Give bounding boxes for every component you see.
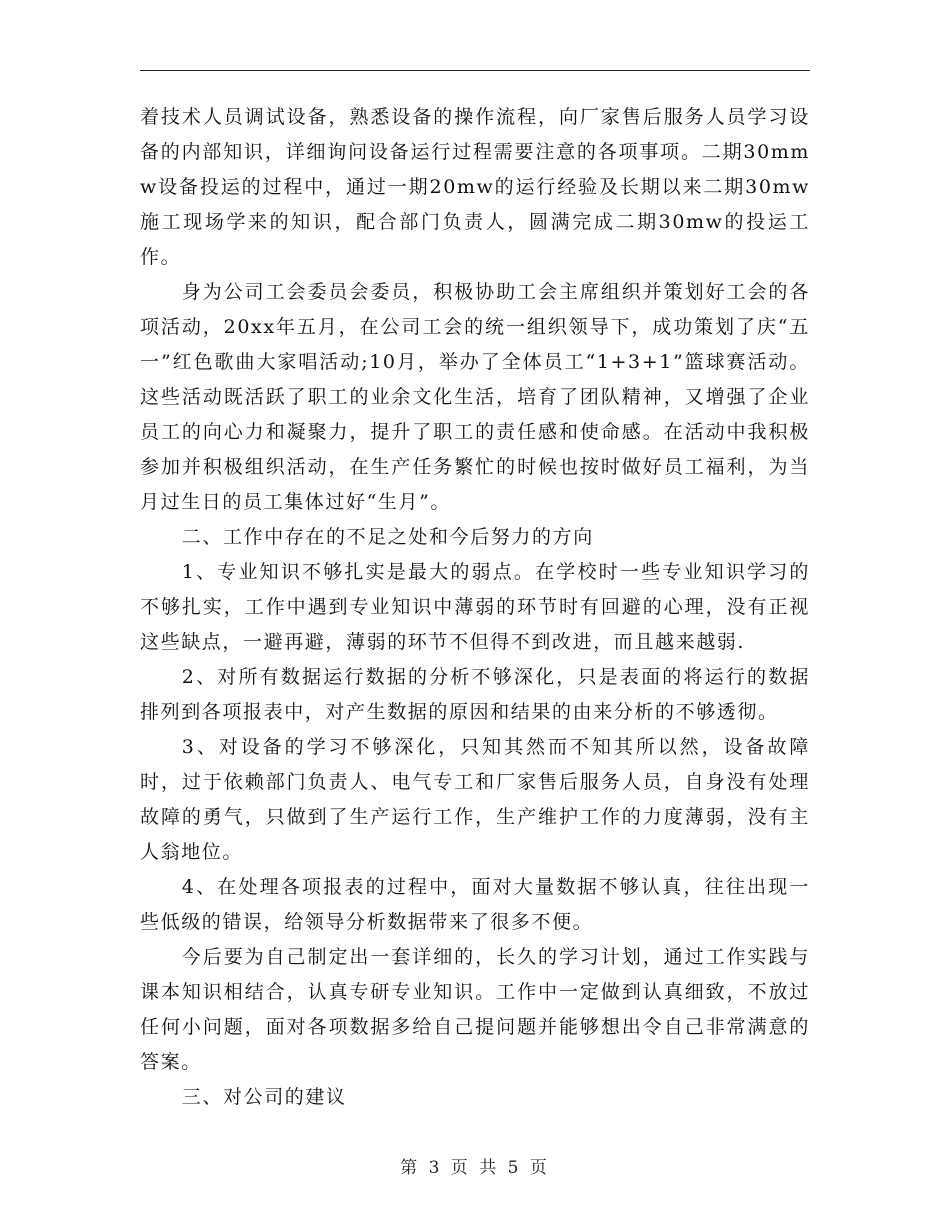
header-rule bbox=[140, 70, 810, 71]
list-item-4: 4、在处理各项报表的过程中，面对大量数据不够认真，往往出现一些低级的错误，给领导分析数据带来了很多不便。 bbox=[140, 876, 810, 933]
list-item-1: 1、专业知识不够扎实是最大的弱点。在学校时一些专业知识学习的不够扎实，工作中遇到专业知识中薄弱的环节时有回避的心理，没有正视这些缺点，一避再避，薄弱的环节不但得不到改进，而且越来越弱. bbox=[140, 561, 810, 653]
document-body bbox=[140, 100, 810, 1115]
list-item-2: 2、对所有数据运行数据的分析不够深化，只是表面的将运行的数据排列到各项报表中，对产生数据的原因和结果的由来分析的不够透彻。 bbox=[140, 666, 810, 723]
list-item-3: 3、对设备的学习不够深化，只知其然而不知其所以然，设备故障时，过于依赖部门负责人、电气专工和厂家售后服务人员，自身没有处理故障的勇气，只做到了生产运行工作，生产维护工作的力度薄弱，没有主人翁地位。 bbox=[140, 736, 810, 863]
paragraph-union-activities: 身为公司工会委员会委员，积极协助工会主席组织并策划好工会的各项活动，20xx年五月，在公司工会的统一组织领导下，成功策划了庆“五一”红色歌曲大家唱活动;10月，举办了全体员工“1+3+1”篮球赛活动。这些活动既活跃了职工的业余文化生活，培育了团队精神，又增强了企业员工的向心力和凝聚力，提升了职工的责任感和使命感。在活动中我积极参加并积极组织活动，在生产任务繁忙的时候也按时做好员工福利，为当月过生日的员工集体过好“生月”。 bbox=[140, 281, 810, 513]
paragraph-continuation: 着技术人员调试设备，熟悉设备的操作流程，向厂家售后服务人员学习设备的内部知识，详细询问设备运行过程需要注意的各项事项。二期30mmw设备投运的过程中，通过一期20mw的运行经验及长期以来二期30mw施工现场学来的知识，配合部门负责人，圆满完成二期30mw的投运工作。 bbox=[140, 106, 810, 268]
section-heading-shortcomings: 二、工作中存在的不足之处和今后努力的方向 bbox=[181, 526, 594, 548]
paragraph-future-plan: 今后要为自己制定出一套详细的，长久的学习计划，通过工作实践与课本知识相结合，认真专研专业知识。工作中一定做到认真细致，不放过任何小问题，面对各项数据多给自己提问题并能够想出令自己非常满意的答案。 bbox=[140, 946, 810, 1073]
section-heading-suggestions: 三、对公司的建议 bbox=[181, 1086, 347, 1108]
page-number-footer: 第 3 页 共 5 页 bbox=[400, 1158, 550, 1178]
